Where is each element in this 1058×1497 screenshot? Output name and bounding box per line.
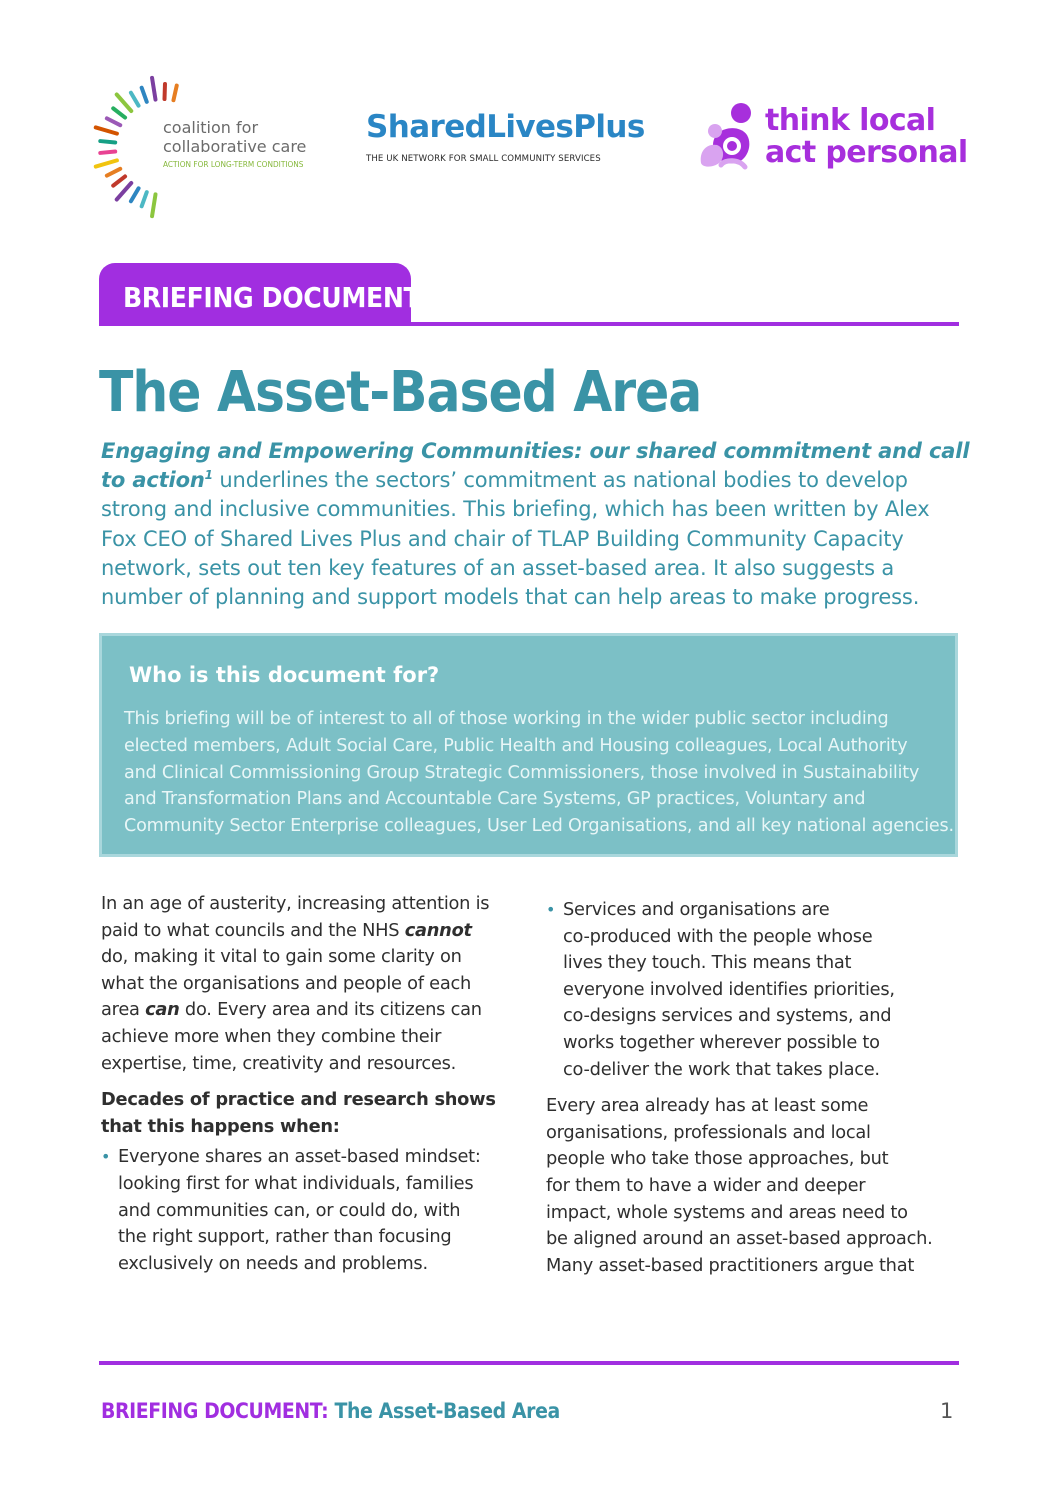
text-line: co-produced with the people whose <box>563 925 873 947</box>
coalition-logo <box>92 76 332 218</box>
text-line: and communities can, or could do, with <box>118 1199 461 1221</box>
callout-line: This briefing will be of interest to all of those working in the wider public sector including <box>124 709 889 729</box>
coalition-logo-line2: collaborative care <box>163 137 307 156</box>
body-subheading <box>101 1087 521 1140</box>
bullet-item-asset-mindset <box>101 1144 521 1277</box>
text-line: In an age of austerity, increasing attention is <box>101 893 490 914</box>
text-line: what the organisations and people of each <box>101 972 472 994</box>
intro-line-6: number of planning and support models that can help areas to make progress. <box>101 585 920 610</box>
bullet-icon: • <box>101 1147 111 1167</box>
coalition-ring-dash <box>117 94 132 111</box>
text-line <box>101 997 521 1024</box>
text-line: expertise, time, creativity and resources. <box>101 1052 457 1074</box>
coalition-ring-dash <box>113 108 125 117</box>
shared-lives-plus-logo <box>366 108 656 178</box>
coalition-ring-dash <box>113 176 125 185</box>
emphasis-can: can <box>145 999 180 1021</box>
coalition-ring-dash <box>152 78 155 100</box>
tlap-logo <box>695 101 995 175</box>
body-paragraph-1 <box>101 891 521 1077</box>
text-line: works together wherever possible to <box>563 1031 880 1053</box>
coalition-ring-dash <box>131 188 139 201</box>
text-line <box>101 918 521 945</box>
text-line: Everyone shares an asset-based mindset: <box>118 1146 481 1168</box>
text-line: that this happens when: <box>101 1115 340 1137</box>
body-paragraph-2 <box>546 1093 966 1279</box>
coalition-ring-dash <box>152 194 155 216</box>
footnote-ref: 1 <box>204 468 213 483</box>
text-line: Services and organisations are <box>563 899 830 920</box>
coalition-ring-dash <box>142 192 147 206</box>
briefing-document-tab <box>99 263 421 325</box>
emphasis-cannot: cannot <box>404 919 472 941</box>
footer-title: The Asset-Based Area <box>334 1399 560 1423</box>
text-run: area <box>101 999 146 1021</box>
tlap-logo-line2: act personal <box>765 135 968 170</box>
text-line: exclusively on needs and problems. <box>118 1252 428 1274</box>
coalition-ring-dash <box>100 141 115 142</box>
body-column-left <box>101 891 521 1277</box>
bullet-icon: • <box>546 900 556 919</box>
callout-line: and Transformation Plans and Accountable Care Systems, GP practices, Voluntary and <box>124 789 866 810</box>
page-number: 1 <box>940 1399 954 1423</box>
page-title: The Asset-Based Area <box>99 360 702 425</box>
text-line: impact, whole systems and areas need to <box>546 1201 908 1223</box>
coalition-ring-dash <box>117 183 132 200</box>
shared-lives-plus-subtitle: THE UK NETWORK FOR SMALL COMMUNITY SERVICES <box>366 154 601 164</box>
callout-heading: Who is this document for? <box>129 663 440 687</box>
intro-line-3: strong and inclusive communities. This briefing, which has been written by Alex <box>101 497 930 522</box>
coalition-ring-dash <box>96 127 117 133</box>
callout-body <box>124 706 954 840</box>
text-line: looking first for what individuals, families <box>118 1172 474 1194</box>
intro-line-2-rest: underlines the sectors’ commitment as national bodies to develop <box>212 468 908 493</box>
intro-line-4: Fox CEO of Shared Lives Plus and chair of TLAP Building Community Capacity <box>101 526 904 551</box>
coalition-ring-dash <box>96 160 117 166</box>
intro-line-1: Engaging and Empowering Communities: our shared commitment and call <box>101 439 970 463</box>
text-line: Many asset-based practitioners argue that <box>546 1254 915 1276</box>
text-line: everyone involved identifies priorities, <box>563 978 895 1000</box>
text-line: people who take those approaches, but <box>546 1148 889 1170</box>
text-line: organisations, professionals and local <box>546 1121 871 1143</box>
text-line: do, making it vital to gain some clarity on <box>101 946 462 968</box>
coalition-logo-tagline: ACTION FOR LONG-TERM CONDITIONS <box>163 159 304 169</box>
text-line: co-designs services and systems, and <box>563 1005 892 1027</box>
intro-paragraph <box>101 437 981 612</box>
text-line: be aligned around an asset-based approach. <box>546 1228 933 1250</box>
text-line: co-deliver the work that takes place. <box>563 1058 880 1080</box>
text-line: Decades of practice and research shows <box>101 1089 496 1111</box>
tlap-logo-line1: think local <box>765 103 936 138</box>
coalition-ring-dash <box>142 88 147 102</box>
footer-divider <box>99 1361 959 1365</box>
text-line: achieve more when they combine their <box>101 1025 442 1047</box>
intro-emphasis: to action <box>101 468 205 493</box>
briefing-tab-label: BRIEFING DOCUMENT <box>123 281 421 314</box>
footer-label: BRIEFING DOCUMENT: <box>101 1399 329 1423</box>
tlap-people-icon <box>695 101 759 175</box>
audience-callout-box <box>99 633 958 857</box>
body-column-right <box>546 897 966 1279</box>
shared-lives-plus-name: SharedLivesPlus <box>366 109 645 145</box>
text-line: for them to have a wider and deeper <box>546 1174 866 1196</box>
text-run: do. Every area and its citizens can <box>179 999 482 1021</box>
coalition-logo-line1: coalition for <box>163 118 259 137</box>
coalition-ring-dash <box>131 93 139 106</box>
text-line: lives they touch. This means that <box>563 952 852 974</box>
bullet-item-co-produced <box>546 897 966 1083</box>
intro-line-2 <box>101 466 981 495</box>
text-line: the right support, rather than focusing <box>118 1226 452 1248</box>
callout-line: Community Sector Enterprise colleagues, User Led Organisations, and all key national agencies. <box>124 816 954 837</box>
text-line: Every area already has at least some <box>546 1095 869 1117</box>
intro-line-5: network, sets out ten key features of an asset-based area. It also suggests a <box>101 555 895 580</box>
callout-line: and Clinical Commissioning Group Strategic Commissioners, those involved in Sustainability <box>124 762 920 783</box>
footer-running-title <box>101 1399 560 1423</box>
coalition-ring-dash <box>107 118 120 125</box>
callout-line: elected members, Adult Social Care, Public Health and Housing colleagues, Local Authority <box>124 735 908 756</box>
coalition-ring-icon <box>92 76 167 218</box>
coalition-ring-dash <box>100 152 115 153</box>
coalition-ring-dash <box>173 86 176 101</box>
coalition-ring-dash <box>107 169 120 176</box>
text-run: paid to what councils and the NHS <box>101 919 405 941</box>
header-divider <box>99 322 959 326</box>
